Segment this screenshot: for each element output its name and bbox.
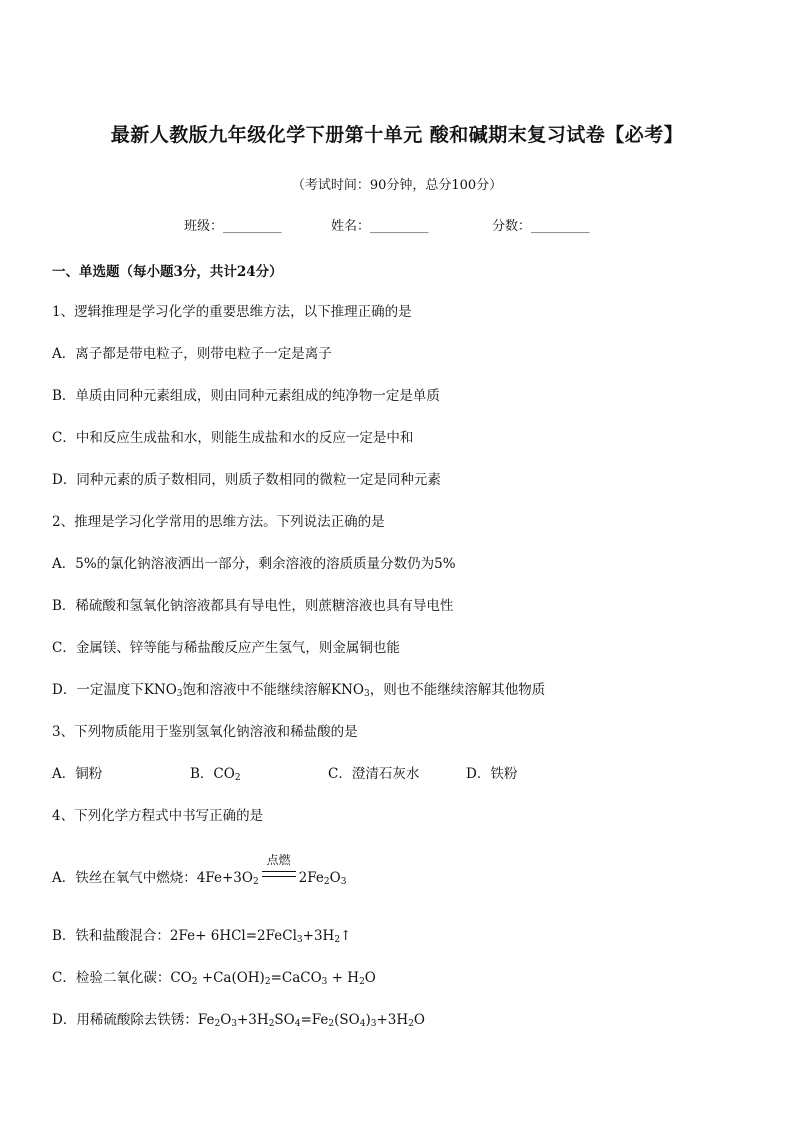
q3-stem: 3、下列物质能用于鉴别氢氧化钠溶液和稀盐酸的是 xyxy=(52,724,358,740)
q4-d-text: =Fe xyxy=(300,1012,329,1028)
exam-title: 最新人教版九年级化学下册第十单元 酸和碱期末复习试卷【必考】 xyxy=(110,124,684,146)
q4-a-sub: 2 xyxy=(252,877,259,887)
q4-d-sub: 3 xyxy=(370,1019,377,1029)
q4-d-text: ) xyxy=(365,1012,371,1028)
q4-stem: 4、下列化学方程式中书写正确的是 xyxy=(52,808,264,824)
q4-c-sub: 3 xyxy=(321,977,328,987)
q4-c-text: +Ca(OH) xyxy=(197,970,265,986)
q4-d-sub: 2 xyxy=(268,1019,275,1029)
q2-option-c: C．金属镁、锌等能与稀盐酸反应产生氢气，则金属铜也能 xyxy=(52,640,400,656)
q1-stem: 1、逻辑推理是学习化学的重要思维方法，以下推理正确的是 xyxy=(52,304,412,320)
q4-b-text: ↑ xyxy=(340,928,352,944)
q3-b-sub: 2 xyxy=(234,773,241,783)
q2-option-a: A．5%的氯化钠溶液洒出一部分，剩余溶液的溶质质量分数仍为5% xyxy=(52,556,456,572)
q4-c-sub: 2 xyxy=(191,977,198,987)
q3-option-a: A．铜粉 xyxy=(52,766,103,782)
q2-option-d xyxy=(52,678,545,699)
q2-stem: 2、推理是学习化学常用的思维方法。下列说法正确的是 xyxy=(52,514,385,530)
exam-subtitle: （考试时间：90分钟，总分100分） xyxy=(291,178,503,193)
q4-d-sub: 2 xyxy=(408,1019,414,1029)
q2-d-sub: 3 xyxy=(176,689,183,699)
q2-d-sub: 3 xyxy=(364,689,370,699)
q4-option-b xyxy=(52,924,351,945)
name-field: 姓名：_________ xyxy=(331,219,429,234)
q4-b-text: B．铁和盐酸混合：2Fe+ 6HCl=2FeCl xyxy=(52,928,297,944)
q4-option-c xyxy=(52,966,376,987)
q4-d-sub: 2 xyxy=(328,1019,335,1029)
q4-a-text: O xyxy=(329,870,341,886)
q4-b-text: +3H xyxy=(302,928,335,944)
reaction-condition-label: 点燃 xyxy=(266,853,291,867)
q4-d-text: +3H xyxy=(237,1012,269,1028)
q4-c-sub: 2 xyxy=(264,977,271,987)
q4-a-text: A．铁丝在氧气中燃烧：4Fe+3O xyxy=(52,870,253,886)
q4-c-sub: 2 xyxy=(359,977,365,987)
q4-d-sub: 4 xyxy=(359,1019,366,1029)
q1-option-d: D．同种元素的质子数相同，则质子数相同的微粒一定是同种元素 xyxy=(52,472,441,488)
q4-d-text: (SO xyxy=(334,1012,360,1028)
q4-d-text: D．用稀硫酸除去铁锈：Fe xyxy=(52,1012,215,1028)
q4-d-sub: 2 xyxy=(214,1019,221,1029)
q1-option-c: C．中和反应生成盐和水，则能生成盐和水的反应一定是中和 xyxy=(52,430,414,446)
q4-c-text: C．检验二氧化碳：CO xyxy=(52,970,192,986)
section-heading: 一、单选题（每小题3分，共计24分） xyxy=(52,264,283,280)
class-field: 班级：_________ xyxy=(184,219,282,234)
double-line-equals-icon xyxy=(262,871,296,877)
q2-d-text: D．一定温度下KNO xyxy=(52,682,177,698)
q4-option-d xyxy=(52,1008,425,1029)
q3-option-d: D．铁粉 xyxy=(466,766,518,782)
q4-d-text: O xyxy=(413,1012,425,1028)
q4-d-text: SO xyxy=(274,1012,295,1028)
q3-b-text: B．CO xyxy=(190,766,235,782)
q2-d-text: ，则也不能继续溶解其他物质 xyxy=(369,682,546,698)
q4-c-text: =CaCO xyxy=(270,970,322,986)
q4-b-sub: 2 xyxy=(334,935,341,945)
q4-d-text: O xyxy=(220,1012,232,1028)
q4-b-sub: 3 xyxy=(296,935,303,945)
q4-a-text: 2Fe xyxy=(298,870,324,886)
q2-option-b: B．稀硫酸和氢氧化钠溶液都具有导电性，则蔗糖溶液也具有导电性 xyxy=(52,598,454,614)
q2-d-text: 饱和溶液中不能继续溶解KNO xyxy=(182,682,364,698)
reaction-condition-arrow xyxy=(260,853,298,884)
q4-c-text: O xyxy=(364,970,376,986)
q1-option-b: B．单质由同种元素组成，则由同种元素组成的纯净物一定是单质 xyxy=(52,388,440,404)
q4-d-sub: 3 xyxy=(231,1019,237,1029)
q3-option-c: C．澄清石灰水 xyxy=(328,766,420,782)
q4-d-sub: 4 xyxy=(294,1019,301,1029)
q4-d-text: +3H xyxy=(376,1012,409,1028)
score-field: 分数：_________ xyxy=(492,219,590,234)
q4-option-a xyxy=(52,853,347,887)
q3-option-b xyxy=(190,762,241,783)
q4-a-sub: 2 xyxy=(323,877,330,887)
q4-a-sub: 3 xyxy=(340,877,347,887)
q4-c-text: + H xyxy=(327,970,360,986)
q1-option-a: A．离子都是带电粒子，则带电粒子一定是离子 xyxy=(52,346,332,362)
